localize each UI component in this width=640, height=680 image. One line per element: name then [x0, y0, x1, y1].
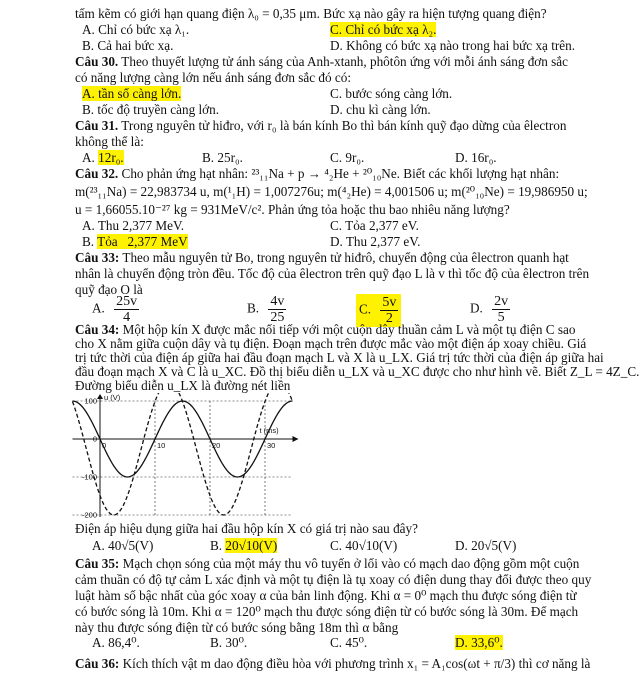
q35-line1 [75, 556, 579, 572]
q34-option-d: D. 20√5(V) [455, 538, 517, 553]
q33-option-b [247, 294, 286, 325]
q32-option-d: D. Thu 2,377 eV. [330, 234, 421, 249]
q30-line1 [75, 54, 568, 70]
q35-label: Câu 35: [75, 556, 120, 571]
q33-c-den: 2 [385, 311, 393, 326]
q32-option-b-highlight: Tỏa 2,377 MeV [97, 234, 188, 249]
q34-line4: đầu đoạn mạch X và C là u_XC. Đồ thị biểu diễn u_LX và u_XC được cho như hình vẽ. Biết Z_L = 4Z_C. [75, 364, 640, 379]
q31-label: Câu 31. [75, 118, 119, 133]
q34-option-b [210, 538, 277, 554]
q33-option-a-letter: A. [92, 300, 105, 316]
q30-option-a-highlight: A. tần số càng lớn. [82, 86, 182, 101]
q29-option-b: B. Cả hai bức xạ. [82, 38, 174, 53]
q35-line5: này thu được sóng điện từ có bước sóng bằng 18m thì α bằng [75, 620, 399, 635]
y-axis-label: u (V) [104, 393, 121, 402]
y-tick-label: 100 [84, 396, 97, 406]
q33-b-num: 4v [270, 294, 285, 309]
q33-option-c-letter: C. [359, 301, 372, 317]
q33-d-den: 5 [497, 310, 505, 325]
q33-b-den: 25 [270, 310, 285, 325]
q35-line3: luật hàm số bậc nhất của góc xoay α của bản linh động. Khi α = 0⁰ mạch thu được sóng điện từ [75, 588, 577, 603]
q34-option-b-highlight: 20√10(V) [225, 538, 278, 553]
q35-stem-1: Mạch chọn sóng của một máy thu vô tuyến ở lối vào có mạch dao động gồm một cuộn [122, 556, 580, 571]
q32-stem-1: Cho phản ứng hạt nhân: ²³₁₁Na + p → ⁴₂He + ²⁰₁₀Ne. Biết các khối lượng hạt nhân: [121, 166, 560, 181]
q31-option-b: B. 25r₀. [202, 150, 243, 165]
voltage-time-chart [70, 393, 340, 523]
q34-line5: Đường biểu diễn u_LX là đường nét liền [75, 378, 291, 393]
q31-line1 [75, 118, 566, 134]
q32-label: Câu 32. [75, 166, 119, 181]
q33-line2: nhân là chuyển động tròn đều. Tốc độ của êlectron trên quỹ đạo L là v thì tốc độ của êlectron trên [75, 266, 590, 281]
q32-line1 [75, 166, 559, 182]
q31-option-a-highlight: 12r₀. [98, 150, 124, 165]
x-tick-label: 30 [267, 441, 276, 450]
q33-option-a-fraction [114, 294, 139, 325]
x-axis-arrow [293, 436, 299, 442]
q34-question: Điện áp hiệu dụng giữa hai đầu hộp kín X có giá trị nào sau đây? [75, 521, 418, 536]
q33-option-d-letter: D. [470, 300, 483, 316]
q30-option-d: D. chu kì càng lớn. [330, 102, 431, 117]
y-tick-label: -200 [81, 510, 97, 520]
q32-option-b [82, 234, 188, 250]
q34-option-b-letter: B. [210, 538, 223, 553]
y-tick-label: -100 [81, 472, 97, 482]
q35-option-d-highlight: D. 33,6⁰. [455, 635, 503, 650]
q32-line2: m(²³₁₁Na) = 22,983734 u, m(¹₁H) = 1,007276u; m(⁴₂He) = 4,001506 u; m(²⁰₁₀Ne) = 19,986950 u; [75, 184, 588, 199]
q33-stem-1: Theo mẫu nguyên tử Bo, trong nguyên tử hiđrô, chuyển động của êlectron quanh hạt [122, 250, 569, 265]
q35-option-a: A. 86,4⁰. [92, 635, 140, 650]
q33-d-num: 2v [494, 294, 509, 309]
q33-line3: quỹ đạo O là [75, 282, 143, 297]
q31-option-a-letter: A. [82, 150, 95, 165]
q31-line2: không thể là: [75, 134, 144, 149]
q31-option-d: D. 16r₀. [455, 150, 497, 165]
q34-label: Câu 34: [75, 322, 120, 337]
x-tick-label: 10 [157, 441, 166, 450]
q32-option-a: A. Thu 2,377 MeV. [82, 218, 185, 233]
q32-line3: u = 1,66055.10⁻²⁷ kg = 931MeV/c². Phản ứng tỏa hoặc thu bao nhiêu năng lượng? [75, 202, 510, 217]
q32-option-c: C. Tỏa 2,377 eV. [330, 218, 419, 233]
x-axis-label: t (ms) [259, 426, 279, 435]
x-tick-label: 20 [212, 441, 221, 450]
x-tick-label: 0 [102, 441, 107, 450]
q33-option-d [470, 294, 510, 325]
q35-option-d [455, 635, 503, 651]
q29-option-c [330, 22, 436, 38]
q33-line1 [75, 250, 569, 266]
q31-option-c: C. 9r₀. [330, 150, 365, 165]
q35-line2: cảm thuần có độ tự cảm L xác định và một tụ điện là tụ xoay có điện dung thay đổi được theo quy [75, 572, 592, 587]
q30-label: Câu 30. [75, 54, 119, 69]
q34-stem-1: Một hộp kín X được mắc nối tiếp với một cuộn dây thuần cảm L và một tụ điện C sao [122, 322, 576, 337]
q34-option-c: C. 40√10(V) [330, 538, 398, 553]
series-u-xc [73, 393, 293, 515]
q34-line3: trị tức thời của điện áp giữa hai đầu đoạn mạch L và X là u_LX. Giá trị tức thời của điện áp giữa hai [75, 350, 604, 365]
q34-option-a: A. 40√5(V) [92, 538, 154, 553]
q33-a-num: 25v [116, 294, 138, 309]
q36-stem-1: Kích thích vật m dao động điều hòa với phương trình x₁ = A₁cos(ωt + π/3) thì cơ năng là [122, 656, 591, 671]
q29-text: tấm kẽm có giới hạn quang điện λ₀ = 0,35 μm. Bức xạ nào gây ra hiện tượng quang điện? [75, 6, 547, 21]
chart-series [73, 393, 293, 515]
y-axis-arrow [97, 394, 103, 399]
q30-stem-1: Theo thuyết lượng tử ánh sáng của Anh-xtanh, phôtôn ứng với mỗi ánh sáng đơn sắc [121, 54, 569, 69]
q31-option-a [82, 150, 124, 166]
q33-option-d-fraction [492, 294, 510, 325]
y-tick-label: 0 [92, 434, 97, 444]
q36-label: Câu 36: [75, 656, 120, 671]
q32-option-b-letter: B. [82, 234, 95, 249]
q33-a-den: 4 [123, 310, 131, 325]
q34-line2: cho X nằm giữa cuộn dây và tụ điện. Đoạn mạch trên được mắc vào một điện áp xoay chiều. Giá [75, 336, 587, 351]
q29-option-c-highlight: C. Chỉ có bức xạ λ₂. [330, 22, 437, 37]
q33-option-a [92, 294, 139, 325]
q29-option-d: D. Không có bức xạ nào trong hai bức xạ trên. [330, 38, 576, 53]
q30-option-a [82, 86, 181, 102]
q30-option-b: B. tốc độ truyền càng lớn. [82, 102, 219, 117]
q35-option-c: C. 45⁰. [330, 635, 368, 650]
q36-line1 [75, 656, 590, 672]
q33-c-num: 5v [382, 295, 397, 310]
q35-line4: có bước sóng là 10m. Khi α = 120⁰ mạch thu được sóng điện từ có bước sóng là 30m. Để mạch [75, 604, 579, 619]
q31-stem-1: Trong nguyên tử hiđro, với r₀ là bán kính Bo thì bán kính quỹ đạo dừng của êlectron [121, 118, 567, 133]
q30-line2: có năng lượng càng lớn nếu ánh sáng đơn sắc đó có: [75, 70, 351, 85]
q33-option-b-letter: B. [247, 300, 260, 316]
q30-option-c: C. bước sóng càng lớn. [330, 86, 453, 101]
q35-option-b: B. 30⁰. [210, 635, 248, 650]
chart-axes [73, 394, 299, 517]
q33-option-b-fraction [268, 294, 286, 325]
q29-option-a: A. Chỉ có bức xạ λ₁. [82, 22, 190, 37]
q33-label: Câu 33: [75, 250, 120, 265]
